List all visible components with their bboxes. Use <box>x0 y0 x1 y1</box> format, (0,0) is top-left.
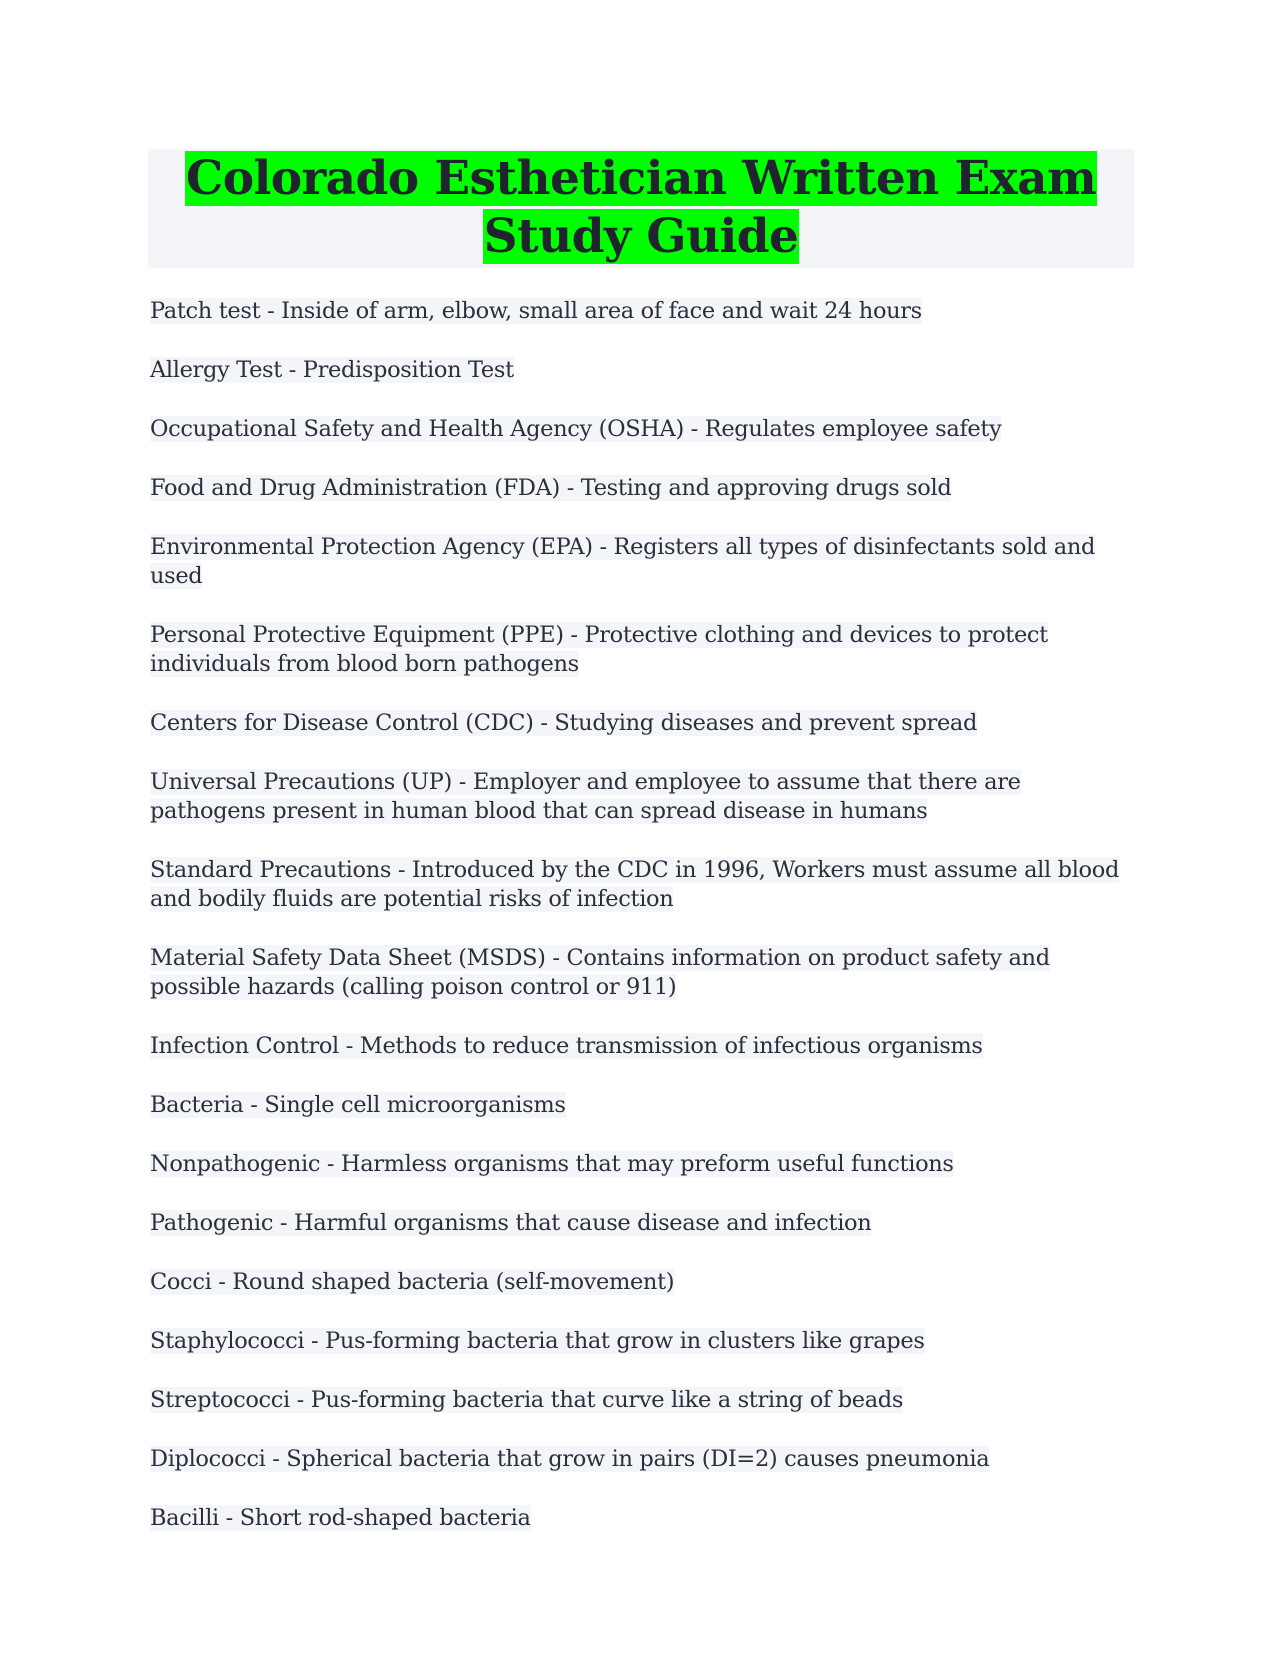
page-title-wrapper <box>185 151 1097 264</box>
study-entry <box>150 1268 1136 1297</box>
entry-text: Allergy Test - Predisposition Test <box>150 357 514 383</box>
study-entry <box>150 709 1136 738</box>
study-entry <box>150 1209 1136 1238</box>
entry-text: Bacilli - Short rod-shaped bacteria <box>150 1505 531 1531</box>
study-entry <box>150 621 1136 679</box>
study-entry <box>150 944 1136 1002</box>
study-entry <box>150 297 1136 326</box>
study-entry <box>150 474 1136 503</box>
study-entry <box>150 533 1136 591</box>
study-entry <box>150 1032 1136 1061</box>
study-entry <box>150 356 1136 385</box>
entry-text: Infection Control - Methods to reduce transmission of infectious organisms <box>150 1033 983 1059</box>
entry-text: Patch test - Inside of arm, elbow, small area of face and wait 24 hours <box>150 298 922 324</box>
entry-text: Diplococci - Spherical bacteria that grow in pairs (DI=2) causes pneumonia <box>150 1446 990 1472</box>
entry-text: Cocci - Round shaped bacteria (self-movement) <box>150 1269 675 1295</box>
entry-text: Centers for Disease Control (CDC) - Studying diseases and prevent spread <box>150 710 978 736</box>
study-entry <box>150 1091 1136 1120</box>
study-entry <box>150 768 1136 826</box>
entry-text: Streptococci - Pus-forming bacteria that curve like a string of beads <box>150 1387 904 1413</box>
title-block <box>148 149 1134 268</box>
study-entry <box>150 1327 1136 1356</box>
study-entry <box>150 1445 1136 1474</box>
entry-text: Occupational Safety and Health Agency (OSHA) - Regulates employee safety <box>150 416 1002 442</box>
entry-text: Standard Precautions - Introduced by the CDC in 1996, Workers must assume all blood and bodily fluids are potential risks of infection <box>150 857 1119 912</box>
entry-text: Nonpathogenic - Harmless organisms that may preform useful functions <box>150 1151 954 1177</box>
page-title: Colorado Esthetician Written Exam Study Guide <box>185 151 1097 264</box>
entry-text: Environmental Protection Agency (EPA) - Registers all types of disinfectants sold and used <box>150 534 1096 589</box>
study-entry <box>150 1504 1136 1533</box>
entry-text: Pathogenic - Harmful organisms that cause disease and infection <box>150 1210 872 1236</box>
entry-text: Material Safety Data Sheet (MSDS) - Contains information on product safety and possible hazards (calling poison control or 911) <box>150 945 1050 1000</box>
study-entry <box>150 856 1136 914</box>
entry-text: Bacteria - Single cell microorganisms <box>150 1092 566 1118</box>
entry-text: Staphylococci - Pus-forming bacteria that grow in clusters like grapes <box>150 1328 925 1354</box>
entry-text: Food and Drug Administration (FDA) - Testing and approving drugs sold <box>150 475 952 501</box>
entry-text: Personal Protective Equipment (PPE) - Protective clothing and devices to protect individuals from blood born pathogens <box>150 622 1048 677</box>
study-guide-entries <box>150 297 1136 1563</box>
study-entry <box>150 415 1136 444</box>
study-entry <box>150 1150 1136 1179</box>
entry-text: Universal Precautions (UP) - Employer and employee to assume that there are pathogens present in human blood that can spread disease in humans <box>150 769 1021 824</box>
study-entry <box>150 1386 1136 1415</box>
